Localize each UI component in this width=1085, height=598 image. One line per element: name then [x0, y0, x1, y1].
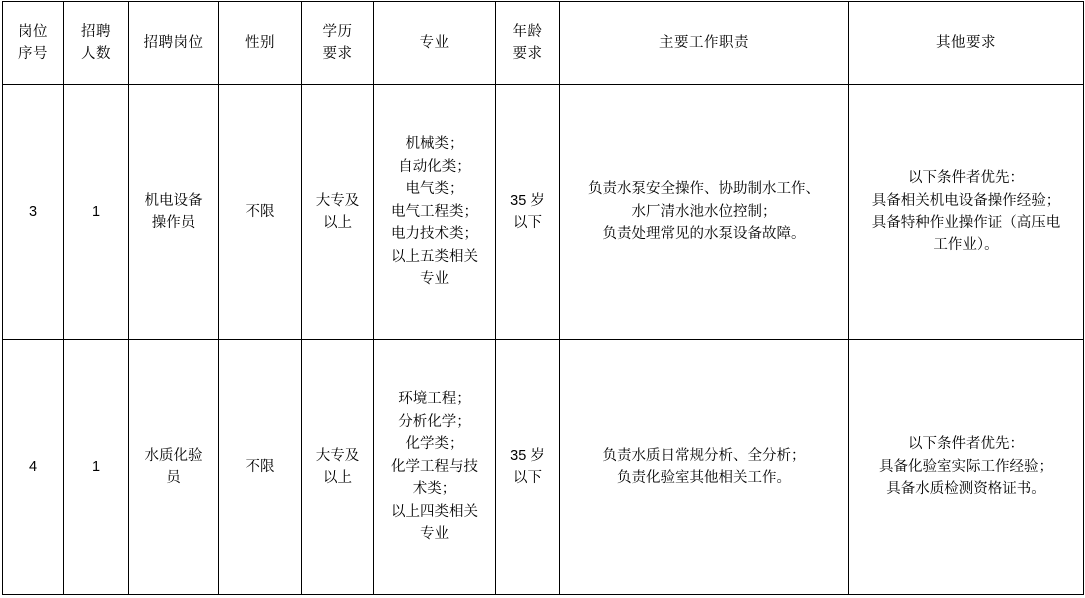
major-item: 专业 — [420, 526, 449, 543]
header-age: 年龄 要求 — [496, 2, 560, 85]
header-other: 其他要求 — [849, 2, 1084, 85]
major-item: 以上四类相关 — [391, 503, 478, 520]
cell-education — [302, 85, 374, 340]
cell-other — [849, 85, 1084, 340]
other-line: 以下条件者优先： — [908, 436, 1024, 453]
education-line: 大专及 — [315, 192, 360, 209]
education-line: 大专及 — [315, 447, 360, 464]
major-item: 电力技术类； — [391, 226, 478, 243]
other-line: 具备化验室实际工作经验； — [879, 458, 1053, 475]
other-line: 具备相关机电设备操作经验； — [871, 192, 1061, 209]
post-name-line: 员 — [166, 470, 181, 486]
cell-headcount: 1 — [64, 340, 129, 595]
cell-other — [849, 340, 1084, 595]
education-line: 以上 — [323, 470, 352, 486]
cell-post-name — [129, 85, 219, 340]
other-line: 以下条件者优先： — [908, 170, 1024, 187]
header-gender: 性别 — [219, 2, 302, 85]
major-item: 环境工程； — [398, 391, 471, 408]
major-item: 自动化类； — [398, 158, 471, 175]
cell-post-no: 4 — [3, 340, 64, 595]
major-item: 化学工程与技 — [391, 458, 478, 475]
major-item: 机械类； — [405, 136, 464, 153]
age-line: 35 岁 — [510, 192, 545, 209]
other-line: 工作业）。 — [933, 237, 999, 254]
header-post-no: 岗位 序号 — [3, 2, 64, 85]
cell-duties — [560, 340, 849, 595]
major-item: 专业 — [420, 271, 449, 288]
recruitment-table — [2, 1, 1084, 595]
cell-duties — [560, 85, 849, 340]
cell-age — [496, 85, 560, 340]
post-name-line: 机电设备 — [144, 192, 203, 209]
major-item: 电气类； — [405, 181, 464, 198]
header-duties: 主要工作职责 — [560, 2, 849, 85]
cell-post-no: 3 — [3, 85, 64, 340]
duty-line: 水厂清水池水位控制； — [631, 203, 777, 220]
table-row — [3, 85, 1084, 340]
cell-education — [302, 340, 374, 595]
cell-age — [496, 340, 560, 595]
other-line: 具备特种作业操作证（高压电 — [871, 215, 1061, 231]
table-row — [3, 340, 1084, 595]
header-major: 专业 — [374, 2, 496, 85]
cell-post-name — [129, 340, 219, 595]
major-item: 化学类； — [405, 436, 464, 453]
header-post-name: 招聘岗位 — [129, 2, 219, 85]
age-line: 以下 — [513, 470, 542, 486]
cell-major — [374, 340, 496, 595]
education-line: 以上 — [323, 215, 352, 231]
major-item: 电气工程类； — [391, 203, 478, 220]
major-item: 分析化学； — [398, 413, 471, 430]
other-line: 具备水质检测资格证书。 — [886, 481, 1046, 498]
age-line: 35 岁 — [510, 447, 545, 464]
cell-gender: 不限 — [219, 340, 302, 595]
cell-headcount: 1 — [64, 85, 129, 340]
cell-gender: 不限 — [219, 85, 302, 340]
header-headcount: 招聘 人数 — [64, 2, 129, 85]
duty-line: 负责水质日常规分析、全分析； — [602, 447, 806, 464]
post-name-line: 水质化验 — [144, 447, 203, 464]
major-item: 以上五类相关 — [391, 248, 478, 265]
age-line: 以下 — [513, 215, 542, 231]
header-education: 学历 要求 — [302, 2, 374, 85]
duty-line: 负责水泵安全操作、协助制水工作、 — [588, 181, 820, 198]
duty-line: 负责化验室其他相关工作。 — [617, 470, 791, 486]
table-header-row — [3, 2, 1084, 85]
cell-major — [374, 85, 496, 340]
duty-line: 负责处理常见的水泵设备故障。 — [602, 226, 806, 243]
post-name-line: 操作员 — [151, 215, 196, 231]
major-item: 术类； — [412, 481, 457, 498]
